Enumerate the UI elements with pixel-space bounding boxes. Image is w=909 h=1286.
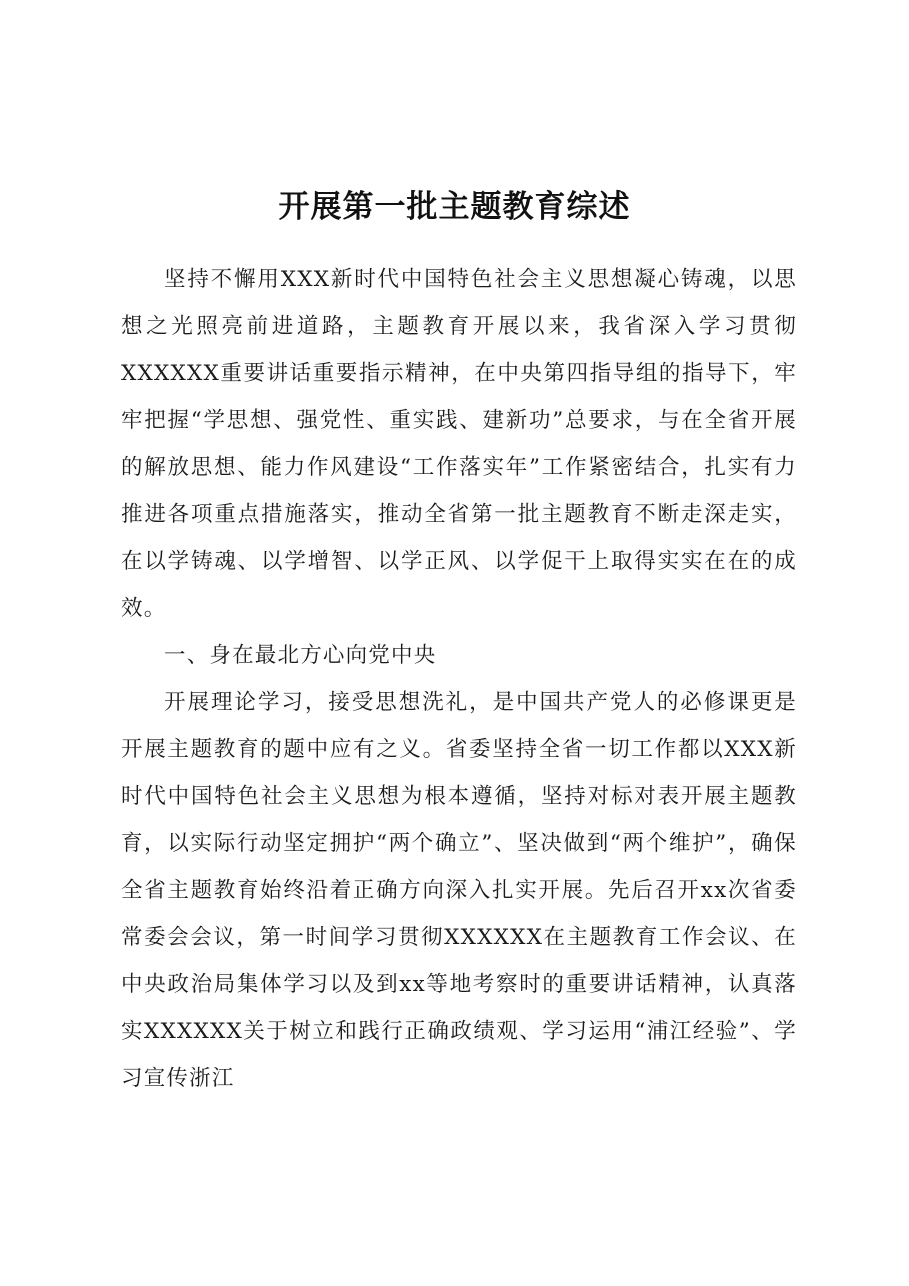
paragraph-intro: 坚持不懈用XXX新时代中国特色社会主义思想凝心铸魂，以思想之光照亮前进道路，主题教育开展以来，我省深入学习贯彻XXXXXX重要讲话重要指示精神，在中央第四指导组的指导下，牢牢把握“学思想、强党性、重实践、建新功”总要求，与在全省开展的解放思想、能力作风建设“工作落实年”工作紧密结合，扎实有力推进各项重点措施落实，推动全省第一批主题教育不断走深走实，在以学铸魂、以学增智、以学正风、以学促干上取得实实在在的成效。: [121, 267, 797, 621]
document-body: [121, 256, 797, 1102]
document-title: 开展第一批主题教育综述: [278, 189, 631, 225]
section-heading-1: 一、身在最北方心向党中央: [164, 643, 437, 668]
paragraph-section-1: 开展理论学习，接受思想洗礼，是中国共产党人的必修课更是开展主题教育的题中应有之义。省委坚持全省一切工作都以XXX新时代中国特色社会主义思想为根本遵循，坚持对标对表开展主题教育，以实际行动坚定拥护“两个确立”、坚决做到“两个维护”，确保全省主题教育始终沿着正确方向深入扎实开展。先后召开xx次省委常委会会议，第一时间学习贯彻XXXXXX在主题教育工作会议、在中央政治局集体学习以及到xx等地考察时的重要讲话精神，认真落实XXXXXX关于树立和践行正确政绩观、学习运用“浦江经验”、学习宣传浙江: [121, 690, 797, 1091]
